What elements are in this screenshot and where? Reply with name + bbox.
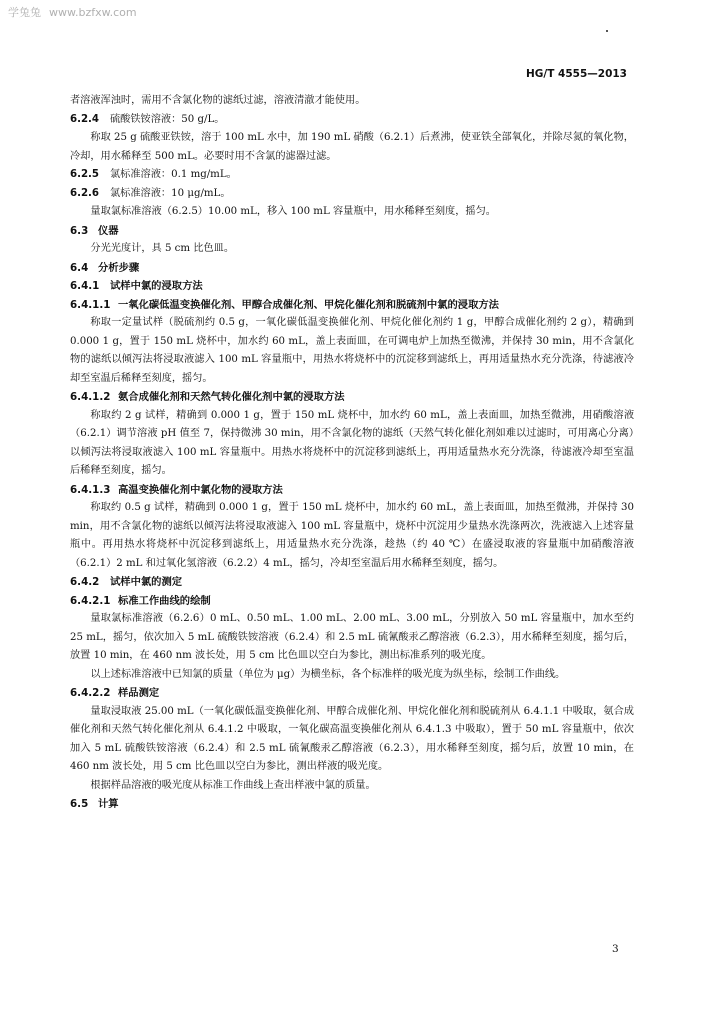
section-number: 6.2.5 (70, 169, 100, 180)
section-number: 6.4.2.1 (70, 594, 111, 607)
item-text: 硫酸铁铵溶液：50 g/L。 (110, 113, 225, 125)
item-text: 氯标准溶液：10 μg/mL。 (110, 187, 231, 199)
section-number: 6.3 (70, 224, 89, 237)
section-number: 6.5 (70, 798, 89, 810)
section-number: 6.4.1 (70, 280, 100, 292)
page-number: 3 (612, 943, 619, 955)
section-heading (70, 222, 634, 241)
watermark (8, 4, 145, 20)
section-title: 氨合成催化剂和天然气转化催化剂中氯的浸取方法 (118, 391, 345, 403)
paragraph: 称取约 0.5 g 试样，精确到 0.000 1 g，置于 150 mL 烧杯中，加水约 60 mL，盖上表面皿，加热至微沸，并保持 30 min，用不含氯化物的滤纸以倾泻法将浸取液滤入 100 mL 容量瓶中，烧杯中沉淀用少量热水洗涤两次，洗液滤入上述容量瓶中。再用热水将烧杯中沉淀移到滤纸上，用适量热水充分洗涤，趁热（约 40 ℃）在盛浸取液的容量瓶中加硝酸溶液（6.2.1）2 mL 和过氧化氢溶液（6.2.2）4 mL，摇匀，冷却至室温后用水稀释至刻度，摇匀。 (70, 502, 634, 569)
paragraph: 量取氯标准溶液（6.2.5）10.00 mL，移入 100 mL 容量瓶中，用水稀释至刻度，摇匀。 (90, 206, 496, 217)
section-title: 分析步骤 (98, 261, 140, 274)
paragraph: 量取氯标准溶液（6.2.6）0 mL、0.50 mL、1.00 mL、2.00 mL、3.00 mL，分别放入 50 mL 容量瓶中，加水至约 25 mL，摇匀，依次加入 5 mL 硫酸铁铵溶液（6.2.4）和 2.5 mL 硫氰酸汞乙醇溶液（6.2.3），用水稀释至刻度，摇匀后，放置 10 min，在 460 nm 波长处，用 5 cm 比色皿以空白为参比，测出标准系列的吸光度。 (70, 613, 634, 661)
section-number: 6.2.6 (70, 187, 100, 199)
reagent-item (70, 185, 634, 204)
paragraph: 称取约 2 g 试样，精确到 0.000 1 g，置于 150 mL 烧杯中，加水约 60 mL，盖上表面皿，加热至微沸，用硝酸溶液（6.2.1）调节溶液 pH 值至 7，保持微沸 30 min，用不含氯化物的滤纸（天然气转化催化剂如难以过滤时，可用离心分离）以倾泻法将浸取液滤入 100 mL 容量瓶中。用热水将烧杯中的沉淀移到滤纸上，再用适量热水充分洗涤，待滤液冷却至室温后稀释至刻度，摇匀。 (70, 409, 634, 476)
document-body (70, 92, 634, 814)
paragraph: 称取 25 g 硫酸亚铁铵，溶于 100 mL 水中，加 190 mL 硝酸（6.2.1）后煮沸，使亚铁全部氧化，并除尽氮的氧化物，冷却，用水稀释至 500 mL。必要时用不含氯的滤器过滤。 (70, 132, 634, 162)
section-title: 标准工作曲线的绘制 (118, 594, 211, 607)
reagent-item (70, 111, 634, 130)
paragraph: 分光光度计，具 5 cm 比色皿。 (90, 243, 235, 254)
paragraph: 以上述标准溶液中已知氯的质量（单位为 μg）为横坐标，各个标准样的吸光度为纵坐标，绘制工作曲线。 (90, 668, 566, 680)
section-heading (70, 481, 634, 500)
section-number: 6.4 (70, 261, 89, 274)
section-number: 6.4.1.2 (70, 391, 111, 403)
paragraph: 称取一定量试样（脱硫剂约 0.5 g，一氧化碳低温变换催化剂、甲烷化催化剂约 1 g，甲醇合成催化剂约 2 g），精确到 0.000 1 g，置于 150 mL 烧杯中，加水约 60 mL，盖上表面皿，在可调电炉上加热至微沸，并保持 30 min，用不含氯化物的滤纸以倾泻法将浸取液滤入 100 mL 容量瓶中，用热水将烧杯中的沉淀移到滤纸上，再用适量热水充分洗涤，待滤液冷却至室温后稀释至刻度，摇匀。 (70, 317, 634, 384)
section-heading (70, 573, 634, 592)
paragraph: 者溶液浑浊时，需用不含氯化物的滤纸过滤，溶液清澈才能使用。 (70, 95, 366, 106)
section-title: 仪器 (98, 224, 119, 237)
item-text: 氯标准溶液：0.1 mg/mL。 (110, 169, 237, 180)
scan-speck (606, 30, 608, 32)
section-heading (70, 592, 634, 611)
section-number: 6.2.4 (70, 113, 100, 125)
section-heading (70, 684, 634, 703)
section-heading (70, 296, 634, 315)
section-number: 6.4.1.1 (70, 298, 111, 311)
watermark-site-name: 学兔兔 (8, 6, 41, 19)
section-number: 6.4.2 (70, 576, 100, 588)
section-heading (70, 259, 634, 278)
section-heading (70, 388, 634, 407)
section-heading (70, 795, 634, 814)
section-title: 高温变换催化剂中氯化物的浸取方法 (118, 483, 283, 496)
section-title: 一氧化碳低温变换催化剂、甲醇合成催化剂、甲烷化催化剂和脱硫剂中氯的浸取方法 (118, 298, 499, 311)
section-title: 计算 (98, 798, 119, 810)
reagent-item (70, 166, 634, 185)
paragraph: 根据样品溶液的吸光度从标准工作曲线上查出样液中氯的质量。 (90, 779, 376, 791)
section-heading (70, 277, 634, 296)
watermark-site-url: www.bzfxw.com (49, 6, 137, 19)
section-title: 试样中氯的浸取方法 (110, 280, 203, 292)
section-title: 样品测定 (118, 687, 160, 699)
section-number: 6.4.1.3 (70, 483, 111, 496)
section-number: 6.4.2.2 (70, 687, 111, 699)
standard-code: HG/T 4555—2013 (525, 68, 627, 80)
section-title: 试样中氯的测定 (110, 576, 183, 588)
paragraph: 量取浸取液 25.00 mL（一氧化碳低温变换催化剂、甲醇合成催化剂、甲烷化催化剂和脱硫剂从 6.4.1.1 中吸取，氨合成催化剂和天然气转化催化剂从 6.4.1.2 中吸取，一氧化碳高温变换催化剂从 6.4.1.3 中吸取），置于 50 mL 容量瓶中，依次加入 5 mL 硫酸铁铵溶液（6.2.4）和 2.5 mL 硫氰酸汞乙醇溶液（6.2.3），用水稀释至刻度，摇匀后，放置 10 min，在 460 nm 波长处，用 5 cm 比色皿以空白为参比，测出样液的吸光度。 (70, 705, 634, 772)
